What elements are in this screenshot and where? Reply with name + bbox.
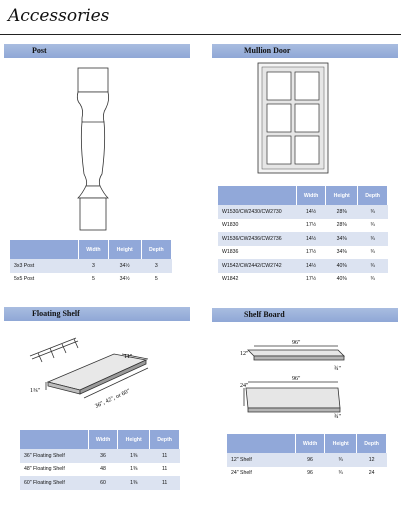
cell: 1⅜ [118, 463, 150, 477]
shelf-board-illustration [234, 336, 364, 418]
board2-width-label: 96" [292, 376, 301, 382]
table-row [10, 273, 172, 287]
cell: 1⅜ [118, 476, 150, 490]
cell: 48 [89, 463, 118, 477]
cell: 24" Shelf [227, 467, 296, 481]
cell: 96 [296, 453, 325, 467]
board-col-height: Height [325, 434, 357, 453]
table-row [227, 467, 387, 481]
table-row [20, 463, 180, 477]
mullion-col-depth: Depth [358, 186, 388, 205]
cell: W1830 [218, 219, 297, 233]
cell: 36 [89, 449, 118, 463]
cell: 3 [79, 259, 109, 273]
cell: 1⅜ [118, 449, 150, 463]
cell: 11 [150, 463, 180, 477]
cell: 34½ [108, 259, 141, 273]
cell: ¾ [325, 467, 357, 481]
mullion-door-illustration [258, 63, 328, 173]
board-col-name [227, 434, 296, 453]
post-col-height: Height [108, 240, 141, 259]
cell: W1836 [218, 246, 297, 260]
cell: 17½ [297, 219, 326, 233]
floating-col-name [20, 430, 89, 449]
table-row [218, 246, 388, 260]
cell: 14½ [297, 232, 326, 246]
cell: 17½ [297, 246, 326, 260]
post-illustration [70, 64, 120, 234]
cell: ¾ [358, 205, 388, 219]
floating-col-width: Width [89, 430, 118, 449]
cell: 11 [150, 476, 180, 490]
cell: 5x5 Post [10, 273, 79, 287]
cell: 28⅜ [326, 219, 358, 233]
board1-depth-label: 12" [240, 351, 249, 357]
cell: 3x3 Post [10, 259, 79, 273]
cell: 40⅜ [326, 259, 358, 273]
cell: 14½ [297, 205, 326, 219]
cell: 40⅜ [326, 273, 358, 287]
cell: 36" Floating Shelf [20, 449, 89, 463]
board1-width-label: 96" [292, 340, 301, 346]
title-rule [0, 34, 401, 35]
table-row [10, 259, 172, 273]
cell: 3 [141, 259, 171, 273]
table-row [218, 219, 388, 233]
floating-col-depth: Depth [150, 430, 180, 449]
shelf-board-table [227, 434, 387, 480]
section-title-shelf-board: Shelf Board [244, 310, 285, 319]
cell: ¾ [358, 219, 388, 233]
cell: 12 [357, 453, 387, 467]
cell: 60" Floating Shelf [20, 476, 89, 490]
board-col-depth: Depth [357, 434, 387, 453]
cell: 28⅜ [326, 205, 358, 219]
section-header-shelf-board [212, 308, 398, 322]
post-table [10, 240, 172, 286]
section-header-floating-shelf [4, 307, 190, 321]
floating-col-height: Height [118, 430, 150, 449]
cell: 34⅜ [326, 246, 358, 260]
page-title: Accessories [8, 6, 110, 26]
cell: 17½ [297, 273, 326, 287]
cell: 24 [357, 467, 387, 481]
section-title-post: Post [32, 46, 47, 55]
board-col-width: Width [296, 434, 325, 453]
cell: 12" Shelf [227, 453, 296, 467]
section-header-post [4, 44, 190, 58]
table-row [218, 273, 388, 287]
floating-shelf-table [20, 430, 180, 490]
floating-depth-label: 11" [124, 354, 133, 360]
section-header-mullion-door [212, 44, 398, 58]
post-col-width: Width [79, 240, 109, 259]
mullion-col-height: Height [326, 186, 358, 205]
mullion-col-name [218, 186, 297, 205]
floating-height-label: 1⅜" [30, 388, 40, 394]
cell: 34½ [108, 273, 141, 287]
board2-depth-label: 24" [240, 383, 249, 389]
post-col-depth: Depth [141, 240, 171, 259]
cell: W1530/CW2430/CW2730 [218, 205, 297, 219]
cell: 14½ [297, 259, 326, 273]
table-row [20, 476, 180, 490]
cell: W1536/CW2436/CW2736 [218, 232, 297, 246]
cell: ¾ [358, 259, 388, 273]
cell: W1542/CW2442/CW2742 [218, 259, 297, 273]
cell: 11 [150, 449, 180, 463]
table-row [20, 449, 180, 463]
section-title-mullion-door: Mullion Door [244, 46, 291, 55]
cell: ¾ [325, 453, 357, 467]
table-row [218, 205, 388, 219]
table-row [218, 232, 388, 246]
cell: 5 [79, 273, 109, 287]
mullion-door-table [218, 186, 388, 286]
cell: W1842 [218, 273, 297, 287]
cell: 34⅜ [326, 232, 358, 246]
floating-shelf-illustration [28, 332, 178, 422]
cell: ¾ [358, 273, 388, 287]
cell: ¾ [358, 246, 388, 260]
table-row [218, 259, 388, 273]
cell: 48" Floating Shelf [20, 463, 89, 477]
cell: 96 [296, 467, 325, 481]
cell: 60 [89, 476, 118, 490]
table-row [227, 453, 387, 467]
post-col-name [10, 240, 79, 259]
cell: 5 [141, 273, 171, 287]
board2-thick-label: ¾" [334, 414, 341, 420]
section-title-floating-shelf: Floating Shelf [32, 309, 80, 318]
board1-thick-label: ¾" [334, 366, 341, 372]
cell: ¾ [358, 232, 388, 246]
floating-width-label: 36", 42", or 60" [94, 388, 132, 410]
mullion-col-width: Width [297, 186, 326, 205]
